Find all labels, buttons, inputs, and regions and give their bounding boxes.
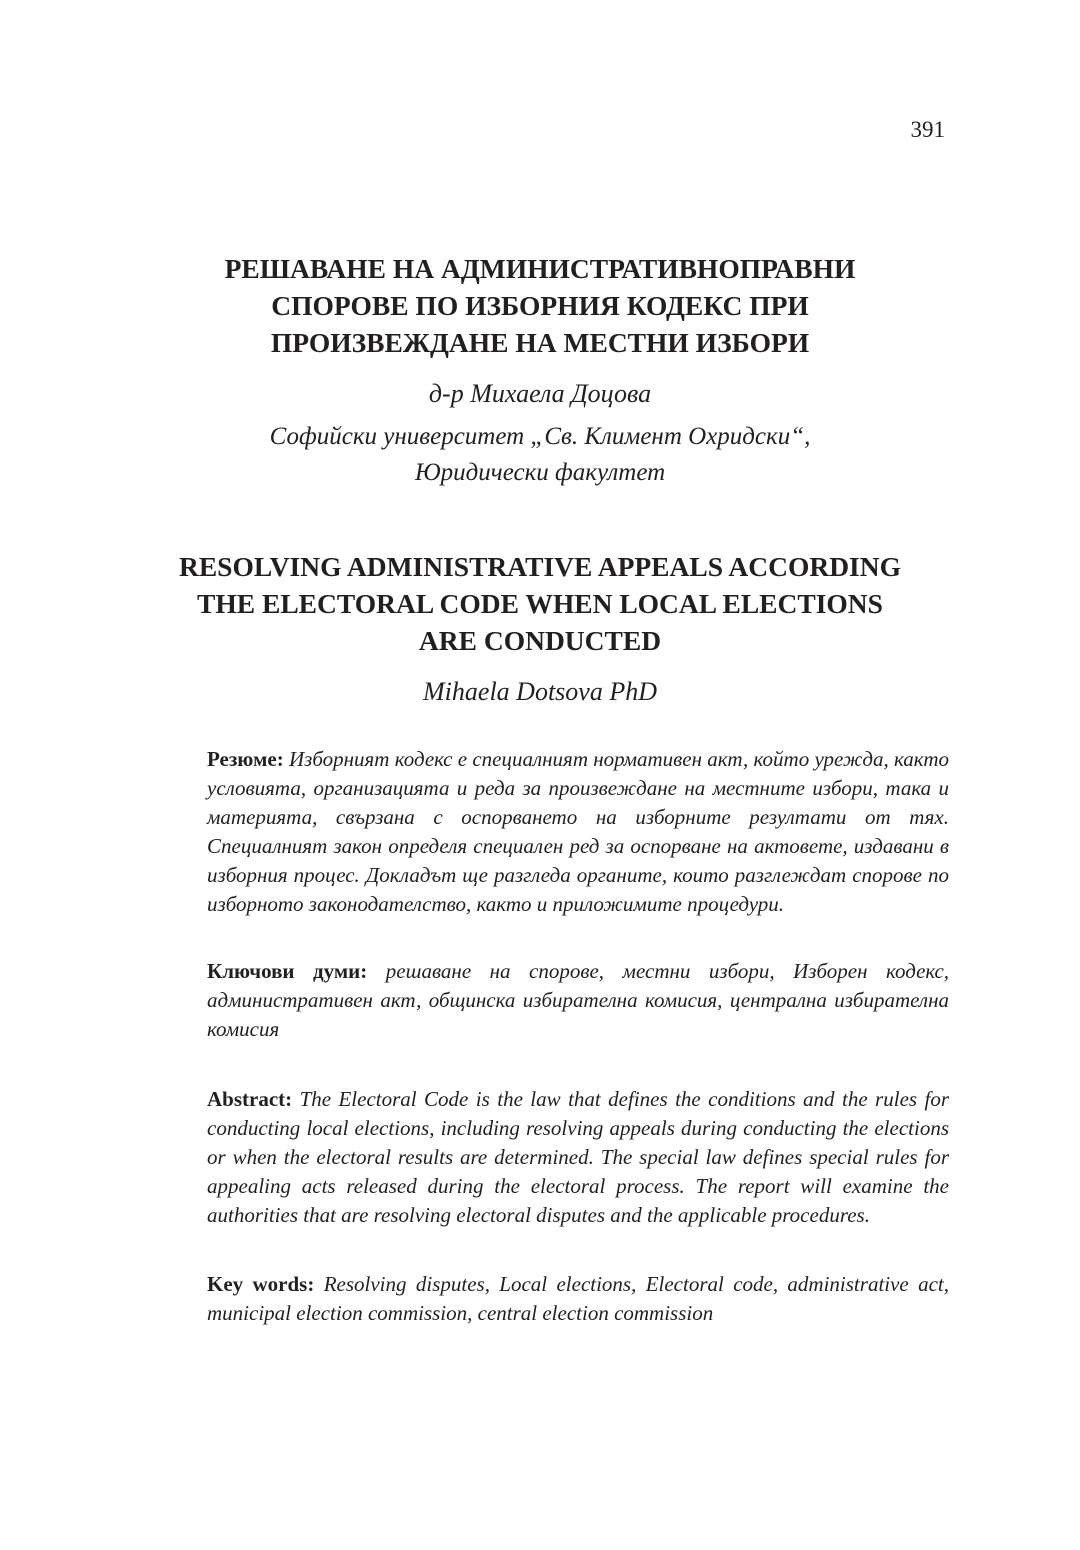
bulgarian-title-line: РЕШАВАНЕ НА АДМИНИСТРАТИВНОПРАВНИ (224, 253, 856, 284)
bulgarian-title (0, 250, 1080, 361)
english-author: Mihaela Dotsova PhD (423, 677, 657, 706)
english-title-line: ARE CONDUCTED (418, 625, 662, 656)
key-words-text: Resolving disputes, Local elections, Electoral code, administrative act, municipal election commission, central election commission (207, 1272, 950, 1325)
english-title-line: THE ELECTORAL CODE WHEN LOCAL ELECTIONS (197, 588, 883, 619)
bulgarian-title-line: СПОРОВЕ ПО ИЗБОРНИЯ КОДЕКС ПРИ (271, 290, 809, 321)
klyuchovi-dumi-text: решаване на спорове, местни избори, Изборен кодекс, административен акт, общинска избирателна комисия, централна избирателна комисия (207, 959, 950, 1041)
abstract-paragraph (207, 1085, 949, 1230)
affiliation-line: Юридически факултет (414, 459, 666, 486)
affiliation-line: Софийски университет „Св. Климент Охридски“, (269, 423, 811, 450)
rezyume-label: Резюме: (207, 747, 284, 771)
bulgarian-author: д-р Михаела Доцова (428, 379, 652, 408)
key-words-label: Key words: (207, 1272, 315, 1296)
klyuchovi-dumi-paragraph (207, 957, 949, 1044)
bulgarian-affiliation (0, 419, 1080, 491)
rezyume-paragraph (207, 745, 949, 919)
klyuchovi-dumi-label: Ключови думи: (207, 959, 368, 983)
abstract-text: The Electoral Code is the law that defines the conditions and the rules for conducting local elections, including resolving appeals during conducting the elections or when the electoral results are determined. The special law defines special rules for appealing acts released during the electoral process. The report will examine the authorities that are resolving electoral disputes and the applicable procedures. (207, 1087, 949, 1227)
key-words-paragraph (207, 1270, 949, 1328)
page-number: 391 (910, 117, 945, 142)
english-title (0, 548, 1080, 659)
abstract-label: Abstract: (207, 1087, 293, 1111)
english-title-line: RESOLVING ADMINISTRATIVE APPEALS ACCORDING (178, 551, 902, 582)
rezyume-text: Изборният кодекс е специалният нормативен акт, който урежда, както условията, организацията и реда за произвеждане на местните избори, така и материята, свързана с оспорването на изборните резултати от тях. Специалният закон определя специален ред за оспорване на актовете, издавани в изборния процес. Докладът ще разгледа органите, които разглеждат спорове по изборното законодателство, както и приложимите процедури. (207, 747, 949, 916)
bulgarian-title-line: ПРОИЗВЕЖДАНЕ НА МЕСТНИ ИЗБОРИ (270, 327, 810, 358)
